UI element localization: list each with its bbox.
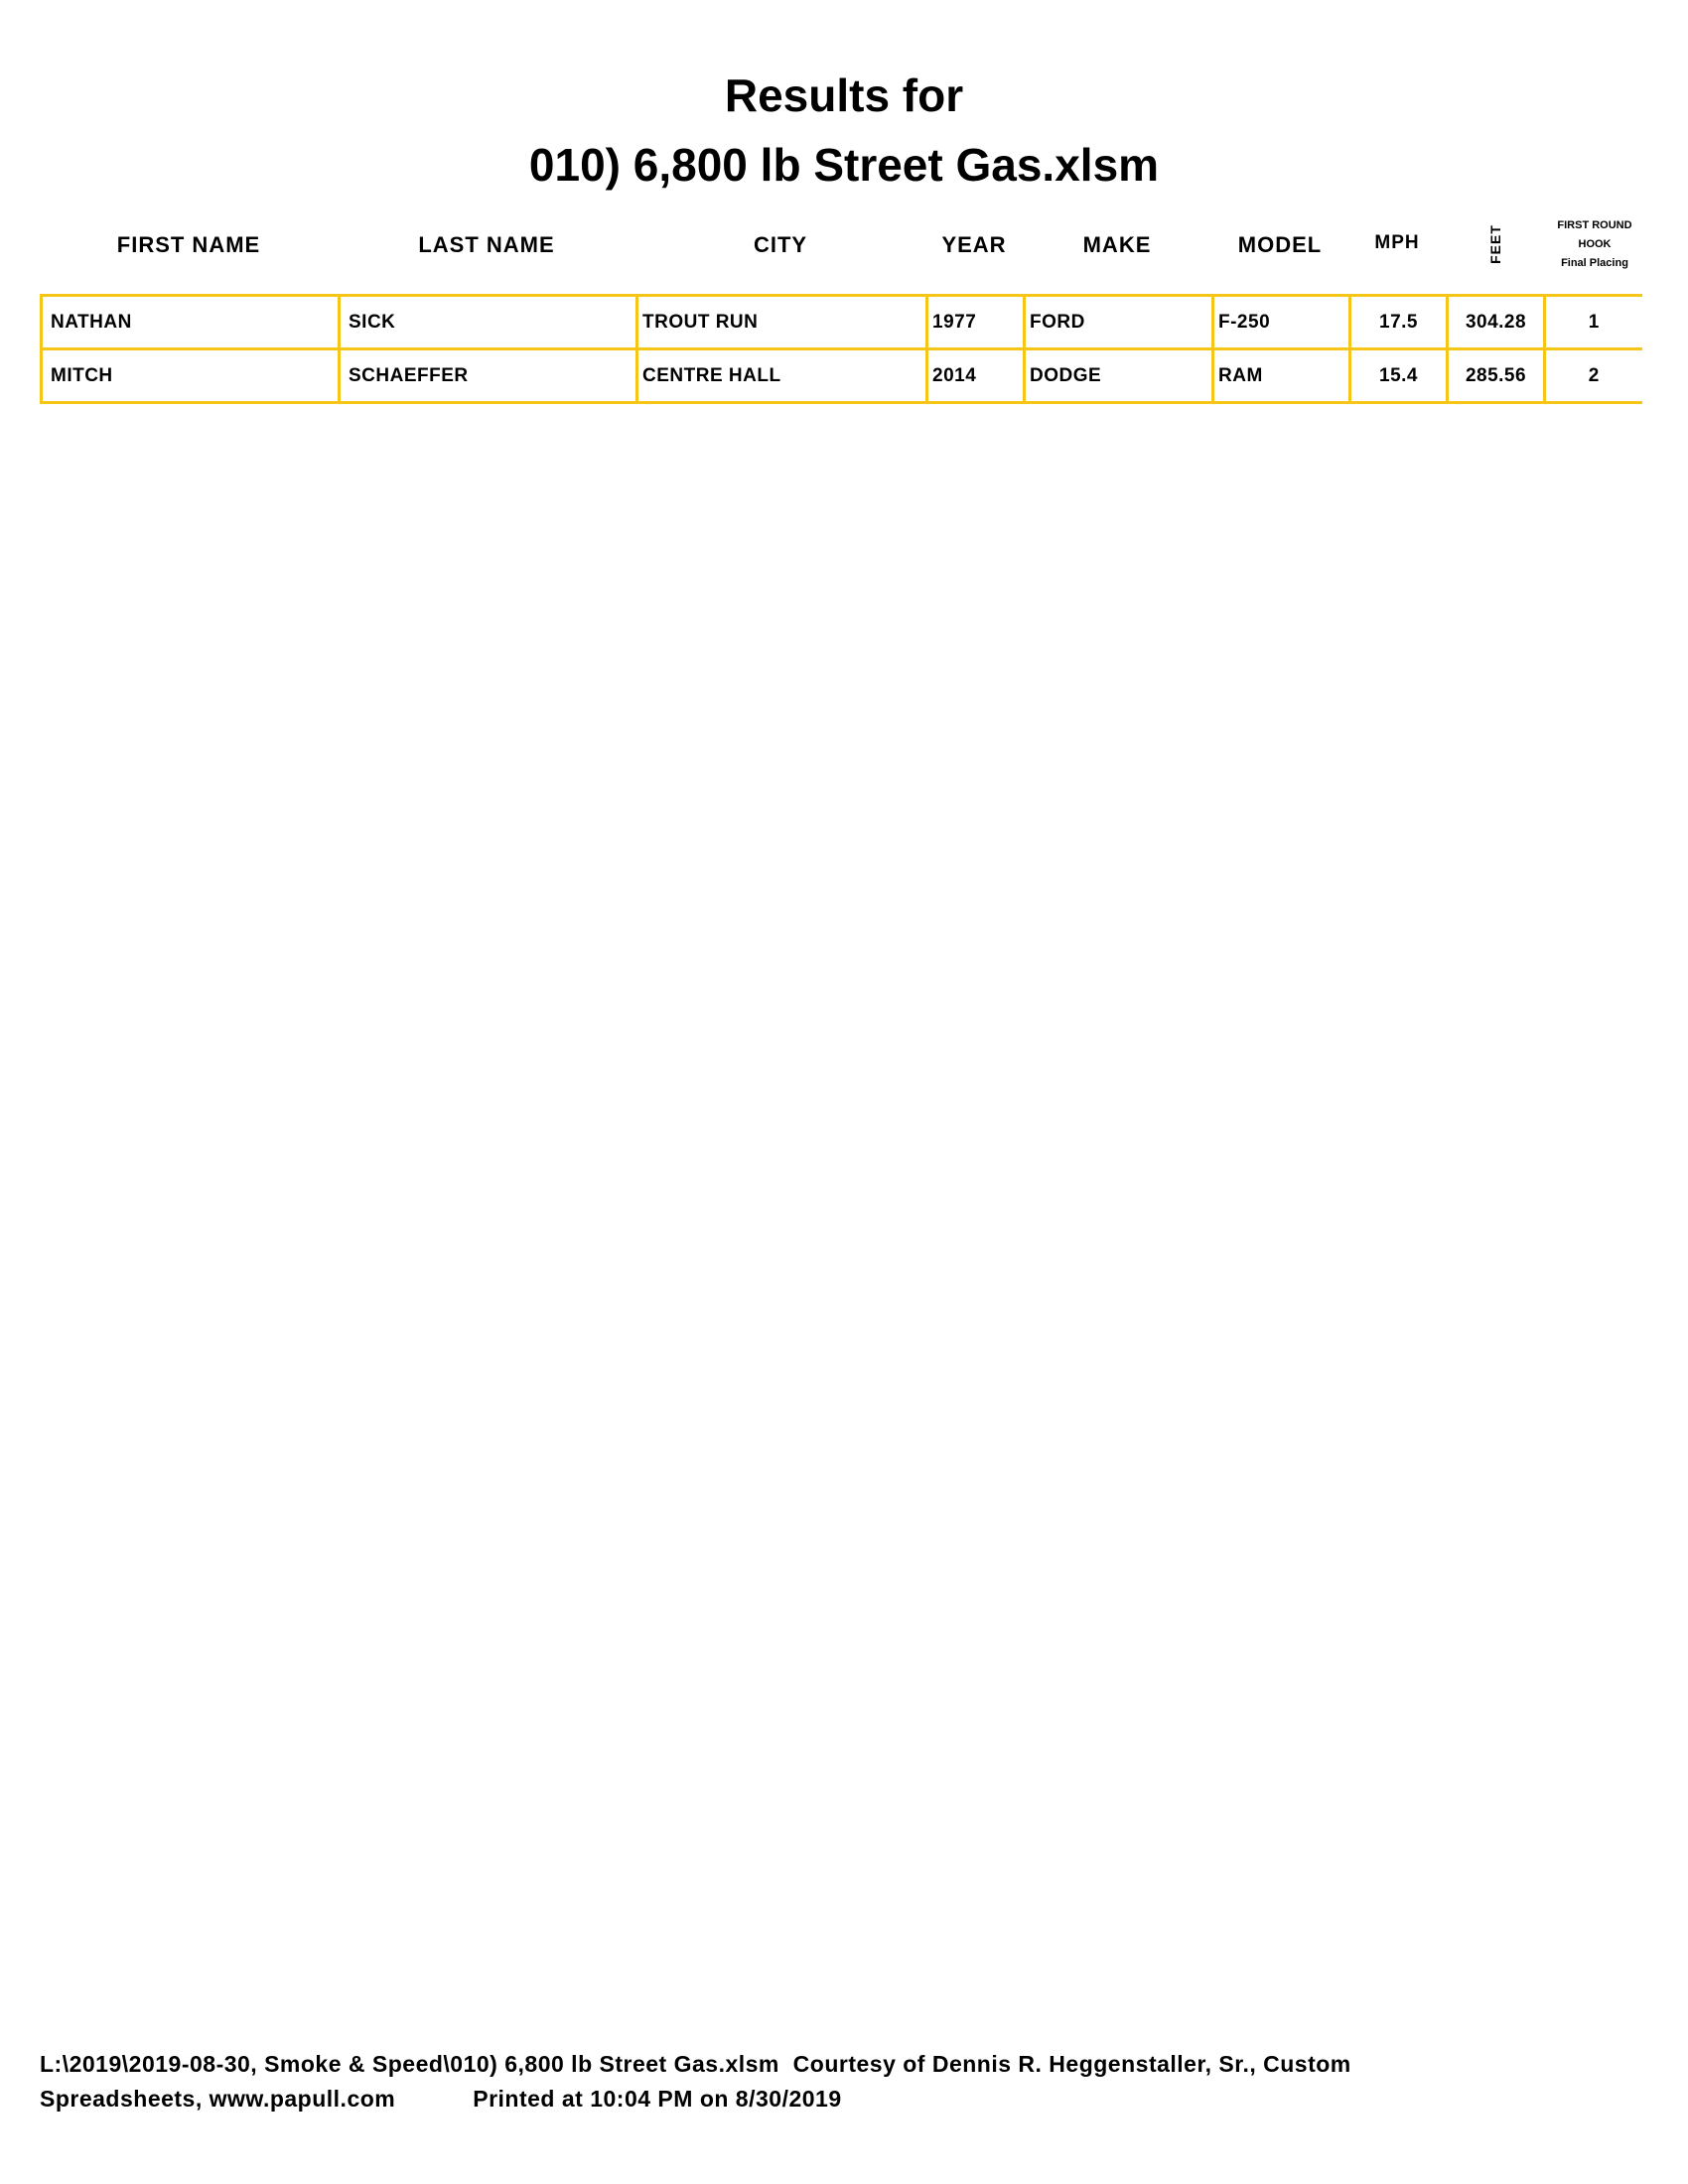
- cell-mph: 15.4: [1350, 349, 1448, 403]
- cell-model: RAM: [1213, 349, 1350, 403]
- cell-model: F-250: [1213, 296, 1350, 349]
- header-placing: [1545, 216, 1644, 273]
- cell-feet: 285.56: [1448, 349, 1545, 403]
- header-mph: MPH: [1374, 232, 1420, 253]
- cell-city: CENTRE HALL: [637, 349, 927, 403]
- cell-first-name: MITCH: [42, 349, 340, 403]
- header-year: YEAR: [941, 232, 1007, 257]
- cell-last-name: SCHAEFFER: [340, 349, 637, 403]
- cell-mph: 17.5: [1350, 296, 1448, 349]
- cell-year: 1977: [927, 296, 1025, 349]
- table-row: [42, 349, 1642, 403]
- cell-last-name: SICK: [340, 296, 637, 349]
- page-title: Results for: [724, 69, 964, 121]
- cell-year: 2014: [927, 349, 1025, 403]
- header-make: MAKE: [1082, 232, 1152, 257]
- header-last-name: LAST NAME: [418, 232, 555, 257]
- table-row: [42, 296, 1642, 349]
- header-model: MODEL: [1237, 232, 1323, 257]
- cell-make: FORD: [1025, 296, 1213, 349]
- cell-make: DODGE: [1025, 349, 1213, 403]
- page-subtitle: 010) 6,800 lb Street Gas.xlsm: [528, 139, 1160, 191]
- header-placing-line3: Final Placing: [1561, 257, 1628, 269]
- header-first-name: FIRST NAME: [116, 232, 261, 257]
- cell-first-name: NATHAN: [42, 296, 340, 349]
- cell-placing: 1: [1545, 296, 1642, 349]
- cell-city: TROUT RUN: [637, 296, 927, 349]
- footer-website: Spreadsheets, www.papull.com: [40, 2086, 396, 2112]
- header-placing-line2: HOOK: [1578, 238, 1612, 250]
- results-table: [40, 294, 1642, 404]
- cell-placing: 2: [1545, 349, 1642, 403]
- cell-feet: 304.28: [1448, 296, 1545, 349]
- footer-printed-at: Printed at 10:04 PM on 8/30/2019: [473, 2086, 842, 2112]
- header-feet: FEET: [1487, 224, 1503, 264]
- footer-line2: [40, 2086, 842, 2113]
- footer-path-credit: L:\2019\2019-08-30, Smoke & Speed\010) 6,800 lb Street Gas.xlsm Courtesy of Dennis R. Heggenstaller, Sr., Custom: [40, 2051, 1351, 2077]
- header-city: CITY: [753, 232, 808, 257]
- header-placing-line1: FIRST ROUND: [1557, 219, 1632, 231]
